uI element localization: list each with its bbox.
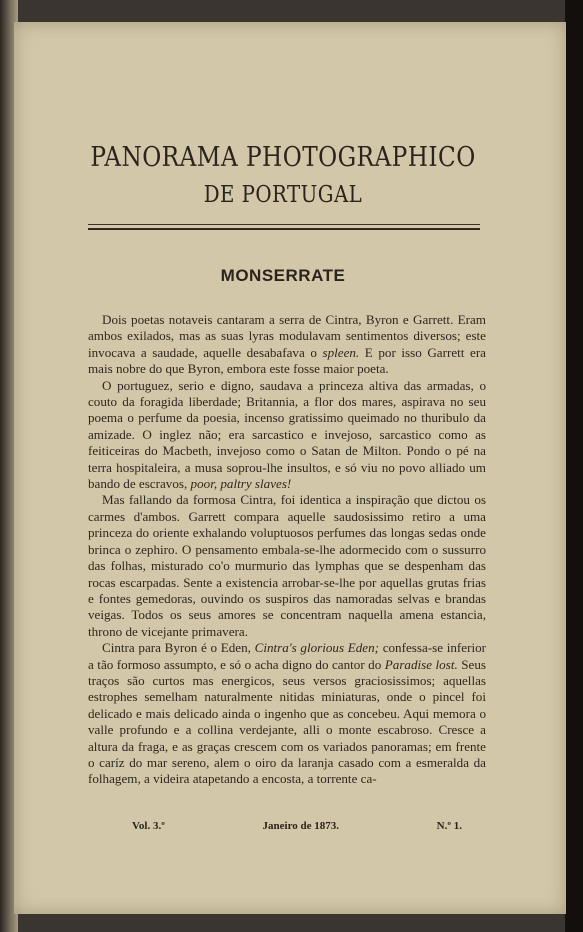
paragraph-1	[88, 312, 486, 378]
paragraph-1-text-end: E por isso Garrett era mais nobre do que Byron, embora este fosse maior poeta.	[88, 344, 486, 377]
paragraph-4-emphasis-1: Cintra's glorious Eden;	[254, 640, 380, 656]
paragraph-4	[88, 640, 486, 788]
issue-date: Janeiro de 1873.	[262, 820, 340, 832]
page-footer	[132, 820, 462, 832]
publication-title: PANORAMA PHOTOGRAPHICO	[90, 142, 476, 173]
title-rule-bottom	[88, 228, 480, 230]
issue-number: N.º 1.	[436, 820, 462, 832]
paragraph-4-emphasis-2: Paradise lost.	[384, 656, 458, 672]
paragraph-1-text: Dois poetas notaveis cantaram a serra de Cintra, Byron e Garrett. Eram ambos exilados, mas as suas lyras modulavam sentimentos diversos; este invocava a saudade, aquelle desabafava o	[88, 312, 486, 360]
paragraph-1-emphasis: spleen.	[322, 344, 360, 360]
paragraph-3: Mas fallando da formosa Cintra, foi identica a inspiração que dictou os carmes d'ambos. Garrett compara aquelle saudosissimo retiro a uma princeza do oriente exhalando voluptuosos perfumes das longas sedas onde brinca o zephiro. O pensamento embala-se-lhe adormecido com o sussurro das folhas, misturado co'o murmurio das lymphas que se despenham das rocas escarpadas. Sente a existencia arrobar-se-lhe por aquellas grutas frias e fontes gemedoras, ouvindo os suspiros das namoradas selvas e brandas veigas. Todos os seus amores se concentram naquella amena estancia, throno de vicejante primavera.	[88, 492, 486, 639]
publication-subtitle: DE PORTUGAL	[203, 182, 363, 208]
article-heading: MONSERRATE	[220, 266, 346, 285]
page-edge-shadow	[565, 0, 583, 932]
paragraph-2-emphasis: poor, paltry slaves!	[190, 476, 292, 492]
paragraph-2-text: O portuguez, serio e digno, saudava a princeza altiva das armadas, o couto da foragida liberdade; Britannia, a flor dos mares, aspirava no seu poema o perfume da poesia, incenso gratissimo queimado no thuribulo da amizade. O inglez não; era sarcastico e invejoso, sarcastico como as feiticeiras do Macbeth, invejoso como o Satan de Milton. Pondo o pé na terra hospitaleira, a musa soprou-lhe insultos, e só viu no povo alliado um bando de escravos,	[88, 377, 486, 492]
article-body	[88, 312, 486, 788]
paragraph-2	[88, 378, 486, 493]
volume-label: Vol. 3.º	[132, 820, 165, 832]
paragraph-4-text-b: confessa-se inferior a tão formoso assumpto, e só o acha digno do cantor do	[88, 640, 486, 672]
paragraph-4-text-c: Seus traços são curtos mas energicos, seus versos graciosissimos; aquellas estrophes semelham naturalmente nitidas miniaturas, onde o pincel foi delicado e mais delicado ainda o ingenho que as concebeu. Aqui memora o valle profundo e a collina verdejante, alli o monte escabroso. Cresce a altura da fraga, e as graças crescem com os variados panoramas; em frente o caríz do mar sereno, alem o oiro da laranja casado com a esmeralda da folhagem, a videira atapetando a encosta, a torrente ca-	[88, 656, 486, 787]
paragraph-4-text-a: Cintra para Byron é o Eden,	[102, 640, 251, 656]
title-rule-top	[88, 224, 480, 225]
